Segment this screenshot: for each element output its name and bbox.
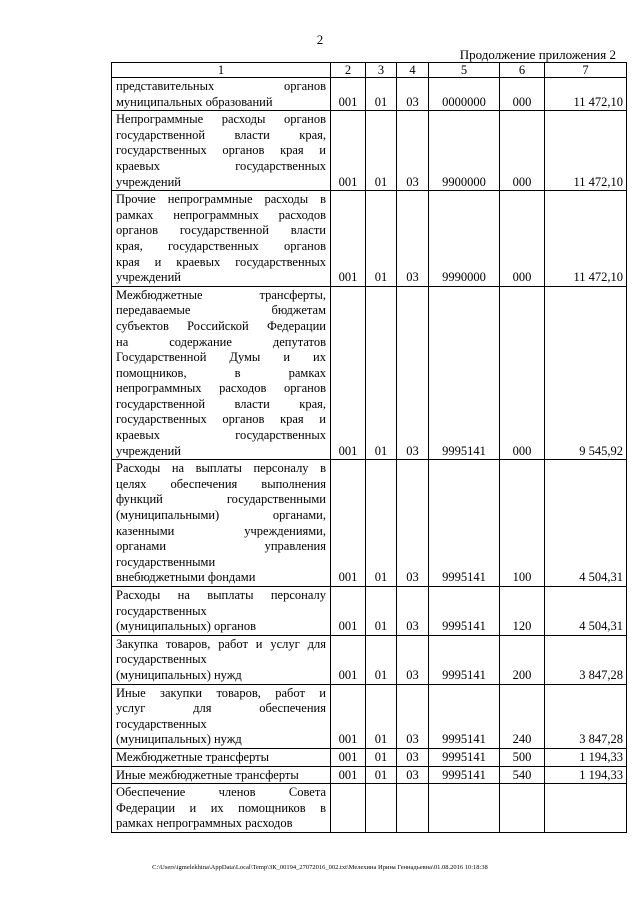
expense-type-code: 000 xyxy=(500,111,545,191)
description-line: представительных органов xyxy=(116,79,326,93)
expense-type-code xyxy=(500,784,545,833)
target-article-code: 9990000 xyxy=(429,191,500,287)
description-line: муниципальных образований xyxy=(116,94,273,109)
description-line: Федерации и их помощников в xyxy=(116,800,326,815)
subsection-code: 03 xyxy=(397,286,429,460)
column-header: 2 xyxy=(331,63,366,78)
row-description xyxy=(112,460,331,587)
subsection-code: 03 xyxy=(397,635,429,684)
subsection-code: 03 xyxy=(397,766,429,784)
ministry-code: 001 xyxy=(331,766,366,784)
ministry-code: 001 xyxy=(331,635,366,684)
description-line: (муниципальных) нужд xyxy=(116,732,242,747)
description-line: целях обеспечения выполнения xyxy=(116,476,326,491)
table-row xyxy=(112,191,627,287)
ministry-code: 001 xyxy=(331,111,366,191)
target-article-code xyxy=(429,784,500,833)
section-code: 01 xyxy=(366,766,397,784)
section-code xyxy=(366,784,397,833)
amount-value: 4 504,31 xyxy=(545,460,627,587)
column-header: 6 xyxy=(500,63,545,78)
target-article-code: 9995141 xyxy=(429,460,500,587)
row-description xyxy=(112,684,331,748)
column-header: 3 xyxy=(366,63,397,78)
description-line: государственных органов края и xyxy=(116,143,326,158)
description-line: помощников, в рамках xyxy=(116,365,326,380)
expense-type-code: 540 xyxy=(500,766,545,784)
target-article-code: 9995141 xyxy=(429,286,500,460)
description-line: (муниципальных) органов xyxy=(116,619,257,634)
target-article-code: 9995141 xyxy=(429,748,500,766)
description-line: рамках непрограммных расходов xyxy=(116,816,293,831)
continuation-title: Продолжение приложения 2 xyxy=(459,47,616,62)
expense-type-code: 000 xyxy=(500,191,545,287)
section-code: 01 xyxy=(366,191,397,287)
expense-type-code: 500 xyxy=(500,748,545,766)
expense-type-code: 000 xyxy=(500,78,545,111)
amount-value: 3 847,28 xyxy=(545,684,627,748)
description-line: государственных xyxy=(116,603,207,618)
description-line: Обеспечение членов Совета xyxy=(116,785,326,800)
section-code: 01 xyxy=(366,78,397,111)
budget-table xyxy=(111,62,627,833)
ministry-code: 001 xyxy=(331,286,366,460)
description-line: края и краевых государственных xyxy=(116,254,326,269)
row-description xyxy=(112,587,331,636)
section-code: 01 xyxy=(366,684,397,748)
amount-value: 11 472,10 xyxy=(545,191,627,287)
amount-value xyxy=(545,784,627,833)
section-code: 01 xyxy=(366,111,397,191)
target-article-code: 0000000 xyxy=(429,78,500,111)
target-article-code: 9995141 xyxy=(429,635,500,684)
description-line: на содержание депутатов xyxy=(116,334,326,349)
table-row xyxy=(112,766,627,784)
column-header: 1 xyxy=(112,63,331,78)
amount-value: 9 545,92 xyxy=(545,286,627,460)
column-header: 7 xyxy=(545,63,627,78)
table-row xyxy=(112,78,627,111)
amount-value: 4 504,31 xyxy=(545,587,627,636)
subsection-code: 03 xyxy=(397,78,429,111)
description-line: Государственной Думы и их xyxy=(116,350,326,365)
expense-type-code: 240 xyxy=(500,684,545,748)
description-line: услуг для обеспечения xyxy=(116,701,326,716)
description-line: Прочие непрограммные расходы в xyxy=(116,192,326,207)
expense-type-code: 200 xyxy=(500,635,545,684)
expense-type-code: 120 xyxy=(500,587,545,636)
row-description xyxy=(112,78,331,111)
table-row xyxy=(112,460,627,587)
table-row xyxy=(112,784,627,833)
column-header: 4 xyxy=(397,63,429,78)
row-description xyxy=(112,111,331,191)
table-row xyxy=(112,684,627,748)
amount-value: 3 847,28 xyxy=(545,635,627,684)
description-line: Непрограммные расходы органов xyxy=(116,112,326,127)
subsection-code: 03 xyxy=(397,191,429,287)
description-line: Закупка товаров, работ и услуг для xyxy=(116,636,326,651)
description-line: Иные межбюджетные трансферты xyxy=(116,767,299,782)
subsection-code: 03 xyxy=(397,111,429,191)
target-article-code: 9995141 xyxy=(429,684,500,748)
amount-value: 1 194,33 xyxy=(545,748,627,766)
section-code: 01 xyxy=(366,286,397,460)
description-line: Иные закупки товаров, работ и xyxy=(116,685,326,700)
target-article-code: 9900000 xyxy=(429,111,500,191)
description-line: субъектов Российской Федерации xyxy=(116,318,326,333)
row-description xyxy=(112,635,331,684)
description-line: государственной власти края, xyxy=(116,127,326,142)
section-code: 01 xyxy=(366,748,397,766)
description-line: государственной власти края, xyxy=(116,396,326,411)
table-header-row xyxy=(112,63,627,78)
description-line: внебюджетными фондами xyxy=(116,570,256,585)
subsection-code: 03 xyxy=(397,460,429,587)
subsection-code xyxy=(397,784,429,833)
table-body xyxy=(112,78,627,833)
section-code: 01 xyxy=(366,587,397,636)
description-line: государственных xyxy=(116,716,207,731)
row-description xyxy=(112,748,331,766)
description-line: государственных органов края и xyxy=(116,412,326,427)
subsection-code: 03 xyxy=(397,748,429,766)
ministry-code: 001 xyxy=(331,684,366,748)
file-path-footer: C:\Users\igmelekhina\AppData\Local\Temp\ЗК_00194_27072016_002.txt\Мелехина Ирина Геннадьевна\01.08.2016 10:18:38 xyxy=(152,864,488,871)
table-row xyxy=(112,748,627,766)
ministry-code: 001 xyxy=(331,191,366,287)
description-line: учреждений xyxy=(116,270,181,285)
expense-type-code: 000 xyxy=(500,286,545,460)
description-line: непрограммных расходов органов xyxy=(116,381,326,396)
description-line: (муниципальными) органами, xyxy=(116,508,326,523)
description-line: функций государственными xyxy=(116,492,326,507)
description-line: органами управления xyxy=(116,539,326,554)
table-row xyxy=(112,286,627,460)
description-line: Межбюджетные трансферты xyxy=(116,749,270,764)
page-number: 2 xyxy=(316,32,324,47)
description-line: края, государственных органов xyxy=(116,238,326,253)
description-line: краевых государственных xyxy=(116,158,326,173)
ministry-code: 001 xyxy=(331,78,366,111)
target-article-code: 9995141 xyxy=(429,587,500,636)
ministry-code: 001 xyxy=(331,748,366,766)
description-line: передаваемые бюджетам xyxy=(116,303,326,318)
row-description xyxy=(112,766,331,784)
description-line: рамках непрограммных расходов xyxy=(116,207,326,222)
ministry-code xyxy=(331,784,366,833)
description-line: казенными учреждениями, xyxy=(116,523,326,538)
ministry-code: 001 xyxy=(331,460,366,587)
description-line: Расходы на выплаты персоналу в xyxy=(116,461,326,476)
section-code: 01 xyxy=(366,635,397,684)
row-description xyxy=(112,784,331,833)
description-line: краевых государственных xyxy=(116,428,326,443)
expense-type-code: 100 xyxy=(500,460,545,587)
row-description xyxy=(112,191,331,287)
table-row xyxy=(112,587,627,636)
table-row xyxy=(112,635,627,684)
amount-value: 11 472,10 xyxy=(545,78,627,111)
description-line: (муниципальных) нужд xyxy=(116,667,242,682)
description-line: государственными xyxy=(116,554,216,569)
subsection-code: 03 xyxy=(397,684,429,748)
column-header: 5 xyxy=(429,63,500,78)
section-code: 01 xyxy=(366,460,397,587)
subsection-code: 03 xyxy=(397,587,429,636)
row-description xyxy=(112,286,331,460)
description-line: Межбюджетные трансферты, xyxy=(116,287,326,302)
description-line: органов государственной власти xyxy=(116,223,326,238)
description-line: Расходы на выплаты персоналу xyxy=(116,588,326,602)
description-line: учреждений xyxy=(116,443,181,458)
target-article-code: 9995141 xyxy=(429,766,500,784)
table-row xyxy=(112,111,627,191)
description-line: государственных xyxy=(116,652,207,667)
amount-value: 1 194,33 xyxy=(545,766,627,784)
description-line: учреждений xyxy=(116,174,181,189)
amount-value: 11 472,10 xyxy=(545,111,627,191)
ministry-code: 001 xyxy=(331,587,366,636)
